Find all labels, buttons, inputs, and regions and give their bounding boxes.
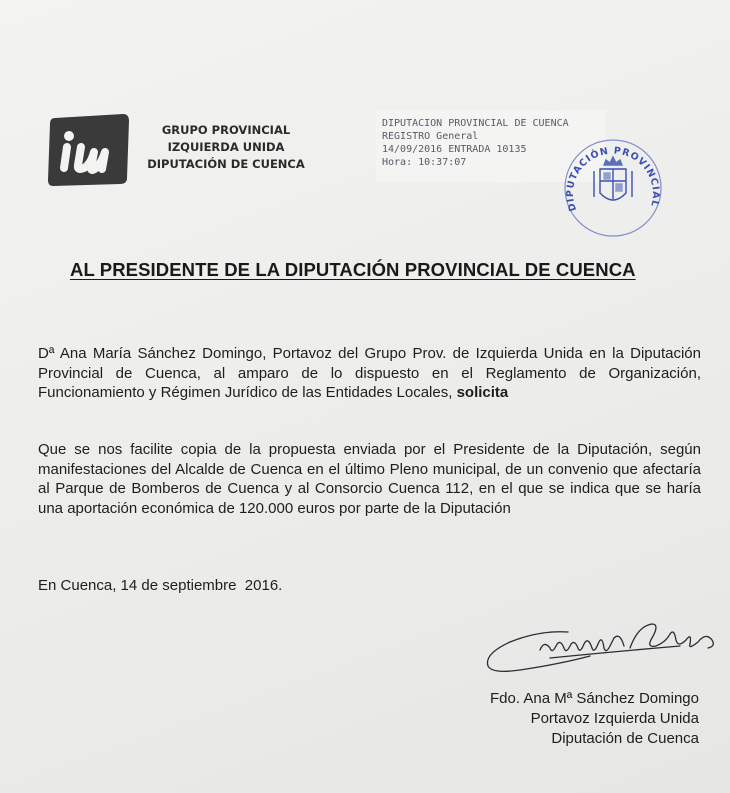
org-name: [146, 122, 306, 173]
body-paragraph-2: Que se nos facilite copia de la propuesta enviada por el Presidente de la Diputación, según manifestaciones del Alcalde de Cuenca en el último Pleno municipal, de un convenio que afectaría al Parque de Bomberos de Cuenca y al Consorcio Cuenca 112, en el que se indica que se haría una aportación económica de 120.000 euros por parte de la Diputación: [38, 441, 701, 517]
letter-heading: AL PRESIDENTE DE LA DIPUTACIÓN PROVINCIAL DE CUENCA: [70, 259, 636, 280]
iu-logo: [47, 112, 131, 188]
signer-role: Portavoz Izquierda Unida: [530, 710, 699, 727]
org-line-1: GRUPO PROVINCIAL: [161, 123, 291, 137]
body-paragraph-1: [38, 344, 701, 403]
registro-line-3: 14/09/2016 ENTRADA 10135: [382, 144, 527, 155]
letter-date: En Cuenca, 14 de septiembre 2016.: [38, 577, 283, 594]
registro-line-4: Hora: 10:37:07: [382, 157, 467, 168]
registro-line-1: DIPUTACION PROVINCIAL DE CUENCA: [382, 118, 569, 129]
signer-name: Fdo. Ana Mª Sánchez Domingo: [490, 690, 699, 707]
signature-block: [490, 689, 699, 749]
org-line-2: IZQUIERDA UNIDA: [167, 140, 285, 154]
handwritten-signature: [480, 618, 730, 678]
signer-institution: Diputación de Cuenca: [551, 730, 699, 747]
seal-text: DIPUTACIÓN PROVINCIAL: [564, 145, 662, 213]
para1-text: Dª Ana María Sánchez Domingo, Portavoz del Grupo Prov. de Izquierda Unida en la Diputación Provincial de Cuenca, al amparo de lo dispuesto en el Reglamento de Organización, Funcionamiento y Régimen Jurídico de las Entidades Locales,: [38, 345, 701, 402]
para1-bold: solicita: [456, 384, 509, 402]
org-line-3: DIPUTACIÓN DE CUENCA: [147, 157, 305, 171]
registro-line-2: REGISTRO General: [382, 131, 479, 142]
logo-text: iu: [47, 112, 48, 113]
official-seal: [560, 135, 666, 241]
